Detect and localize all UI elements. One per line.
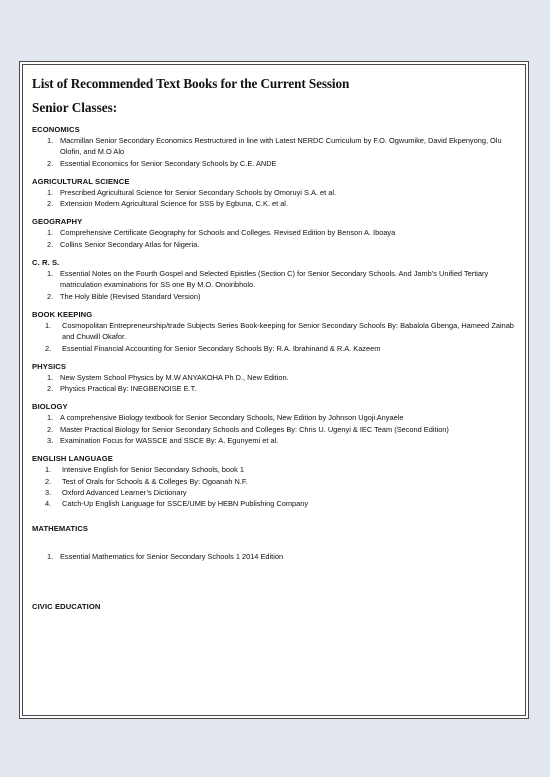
item-number: 4.	[45, 499, 52, 509]
item-number: 2.	[47, 384, 54, 394]
section-title: AGRICULTURAL SCIENCE	[32, 176, 130, 186]
book-list-item	[32, 476, 518, 487]
book-list-item	[32, 424, 518, 435]
item-number: 1.	[47, 551, 54, 561]
item-text: Cosmopolitan Entrepreneurship/trade Subjects Series Book-keeping for Senior Secondary Schools By: Babalola Gbenga, Hameed Zainab and Chuwill Okafor.	[62, 320, 514, 342]
item-text: Master Practical Biology for Senior Secondary Schools and Colleges By: Chris U. Ugenyi & IEC Team (Second Edition)	[60, 424, 449, 434]
item-text: Macmillan Senior Secondary Economics Restructured in line with Latest NERDC Curriculum by F.O. Ogwumike, David Ekpenyong, Olu Olofin, and M.O Alo	[60, 136, 502, 157]
item-number: 2.	[45, 476, 52, 486]
section-physics	[32, 362, 518, 395]
item-number: 2.	[47, 239, 54, 249]
item-text: Extension Modern Agricultural Science for SSS by Egbuna, C.K. et al.	[60, 199, 288, 209]
item-number: 1.	[47, 228, 54, 238]
section-english-language	[32, 454, 518, 509]
section-title: C. R. S.	[32, 258, 60, 268]
book-list-item	[32, 343, 518, 354]
section-crs	[32, 258, 518, 302]
section-economics	[32, 125, 518, 169]
section-title: CIVIC EDUCATION	[32, 601, 101, 611]
item-text: New System School Physics by M.W ANYAKOHA Ph D., New Edition.	[60, 372, 289, 382]
item-text: Physics Practical By: INEGBENOISE E.T.	[60, 384, 197, 394]
item-number: 2.	[47, 158, 54, 168]
book-list-item	[32, 320, 518, 343]
book-list	[32, 227, 518, 250]
item-text: Intensive English for Senior Secondary Schools, book 1	[62, 465, 244, 475]
section-agricultural-science	[32, 177, 518, 210]
section-mathematics	[32, 524, 518, 562]
item-number: 2.	[45, 343, 52, 353]
item-number: 3.	[45, 487, 52, 497]
book-list-item	[32, 268, 518, 291]
section-title: BIOLOGY	[32, 402, 68, 412]
section-geography	[32, 217, 518, 250]
section-biology	[32, 402, 518, 446]
book-list-item	[32, 383, 518, 394]
document-title: List of Recommended Text Books for the Current Session	[32, 76, 350, 91]
item-text: Catch-Up English Language for SSCE/UME by HEBN Publishing Company	[62, 499, 309, 509]
item-number: 1.	[47, 413, 54, 423]
item-number: 1.	[47, 372, 54, 382]
item-text: Essential Mathematics for Senior Secondary Schools 1 2014 Edition	[60, 551, 284, 561]
item-text: Prescribed Agricultural Science for Senior Secondary Schools by Omoruyi S.A. et al.	[60, 187, 337, 197]
item-number: 1.	[47, 136, 54, 145]
item-text: A comprehensive Biology textbook for Senior Secondary Schools, New Edition by Johnson Ugoji Anyaele	[60, 413, 404, 423]
document-content	[32, 76, 518, 619]
book-list	[32, 412, 518, 446]
book-list	[32, 551, 518, 562]
item-text: Essential Economics for Senior Secondary Schools by C.E. ANDE	[60, 158, 277, 168]
page-border	[19, 61, 529, 719]
item-number: 1.	[47, 187, 54, 197]
book-list-item	[32, 372, 518, 383]
item-number: 3.	[47, 436, 54, 446]
book-list-item	[32, 435, 518, 446]
item-text: Oxford Advanced Learner’s Dictionary	[62, 487, 187, 497]
book-list	[32, 135, 518, 169]
book-list	[32, 464, 518, 509]
book-list	[32, 268, 518, 302]
book-list-item	[32, 487, 518, 498]
item-text: The Holy Bible (Revised Standard Version)	[60, 291, 201, 301]
item-text: Comprehensive Certificate Geography for Schools and Colleges. Revised Edition by Benson A. Iboaya	[60, 228, 396, 238]
item-number: 2.	[47, 424, 54, 434]
book-list-item	[32, 135, 518, 158]
book-list-item	[32, 239, 518, 250]
item-text: Essential Notes on the Fourth Gospel and Selected Epistles (Section C) for Senior Secondary Schools. And Jamb’s Unified Tertiary matriculation examinations for SS one By M.O. Onoiribholo.	[60, 269, 489, 290]
book-list-item	[32, 198, 518, 209]
section-title: PHYSICS	[32, 361, 67, 371]
section-title: MATHEMATICS	[32, 523, 89, 533]
book-list-item	[32, 412, 518, 423]
section-title: BOOK KEEPING	[32, 309, 93, 319]
book-list-item	[32, 227, 518, 238]
book-list-item	[32, 187, 518, 198]
book-list-item	[32, 291, 518, 302]
book-list-item	[32, 551, 518, 562]
book-list-item	[32, 464, 518, 475]
section-civic-education	[32, 602, 518, 611]
document-subtitle: Senior Classes:	[32, 100, 118, 115]
book-list-item	[32, 498, 518, 509]
item-text: Test of Orals for Schools & & Colleges By: Ogoanah N.F.	[62, 476, 248, 486]
item-text: Collins Senior Secondary Atlas for Nigeria.	[60, 239, 200, 249]
item-text: Essential Financial Accounting for Senior Secondary Schools By: R.A. Ibrahinand & R.A. Kazeem	[62, 343, 381, 353]
section-title: GEOGRAPHY	[32, 217, 83, 227]
book-list	[32, 187, 518, 210]
book-list	[32, 320, 518, 354]
section-title: ENGLISH LANGUAGE	[32, 454, 113, 464]
item-number: 2.	[47, 199, 54, 209]
item-number: 2.	[47, 291, 54, 301]
item-number: 1.	[45, 320, 52, 330]
item-text: Examination Focus for WASSCE and SSCE By: A. Egunyemi et al.	[60, 436, 279, 446]
item-number: 1.	[47, 269, 54, 279]
section-title: ECONOMICS	[32, 125, 80, 134]
book-list	[32, 372, 518, 395]
section-book-keeping	[32, 310, 518, 354]
book-list-item	[32, 158, 518, 169]
item-number: 1.	[45, 465, 52, 475]
